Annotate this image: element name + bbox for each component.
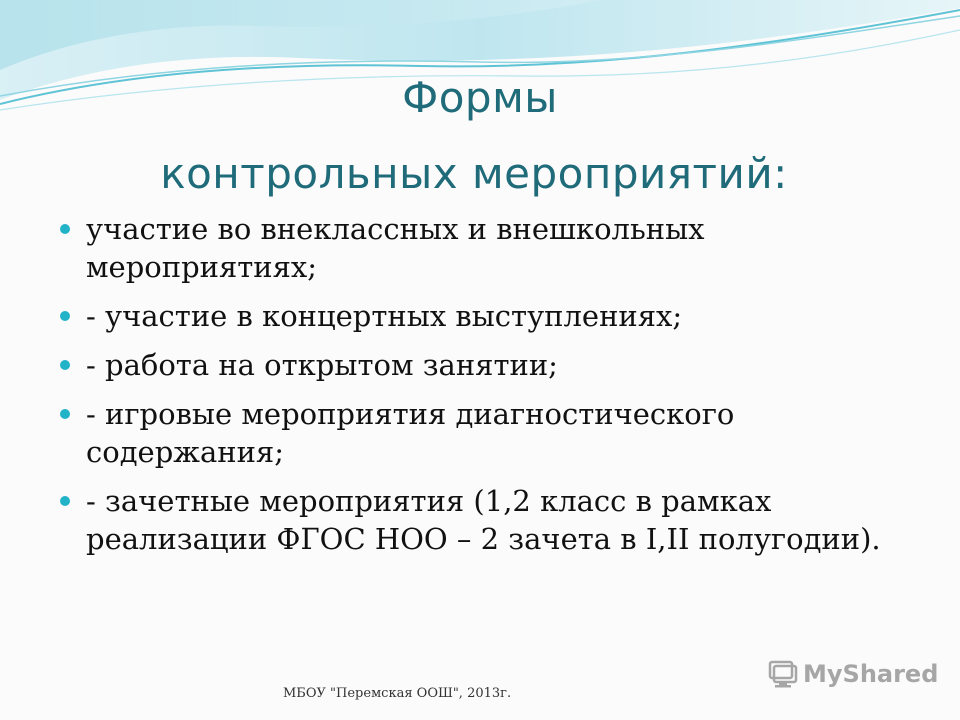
list-item-text: - участие в концертных выступлениях; bbox=[86, 299, 683, 333]
list-item bbox=[60, 210, 920, 286]
list-item bbox=[60, 297, 920, 335]
bullet-icon bbox=[60, 496, 70, 506]
list-item bbox=[60, 395, 920, 471]
list-item-text: - игровые мероприятия диагностического содержания; bbox=[86, 397, 735, 469]
list-item bbox=[60, 346, 920, 384]
list-item-text: участие во внеклассных и внешкольных мероприятиях; bbox=[86, 212, 705, 284]
footer-text: МБОУ "Перемская ООШ", 2013г. bbox=[283, 686, 512, 701]
slide-title bbox=[0, 60, 960, 212]
title-line-2: контрольных мероприятий: bbox=[160, 149, 788, 198]
myshared-watermark bbox=[766, 656, 938, 692]
myshared-logo-icon bbox=[766, 659, 800, 689]
list-item-text: - работа на открытом занятии; bbox=[86, 348, 558, 382]
title-line-1: Формы bbox=[402, 73, 558, 122]
list-item-text: - зачетные мероприятия (1,2 класс в рамках реализации ФГОС НОО – 2 зачета в I,II полугодии). bbox=[86, 484, 881, 556]
bullet-list bbox=[60, 210, 920, 569]
bullet-icon bbox=[60, 360, 70, 370]
bullet-icon bbox=[60, 311, 70, 321]
list-item bbox=[60, 482, 920, 558]
bullet-icon bbox=[60, 224, 70, 234]
bullet-icon bbox=[60, 409, 70, 419]
watermark-text: MyShared bbox=[803, 660, 939, 688]
